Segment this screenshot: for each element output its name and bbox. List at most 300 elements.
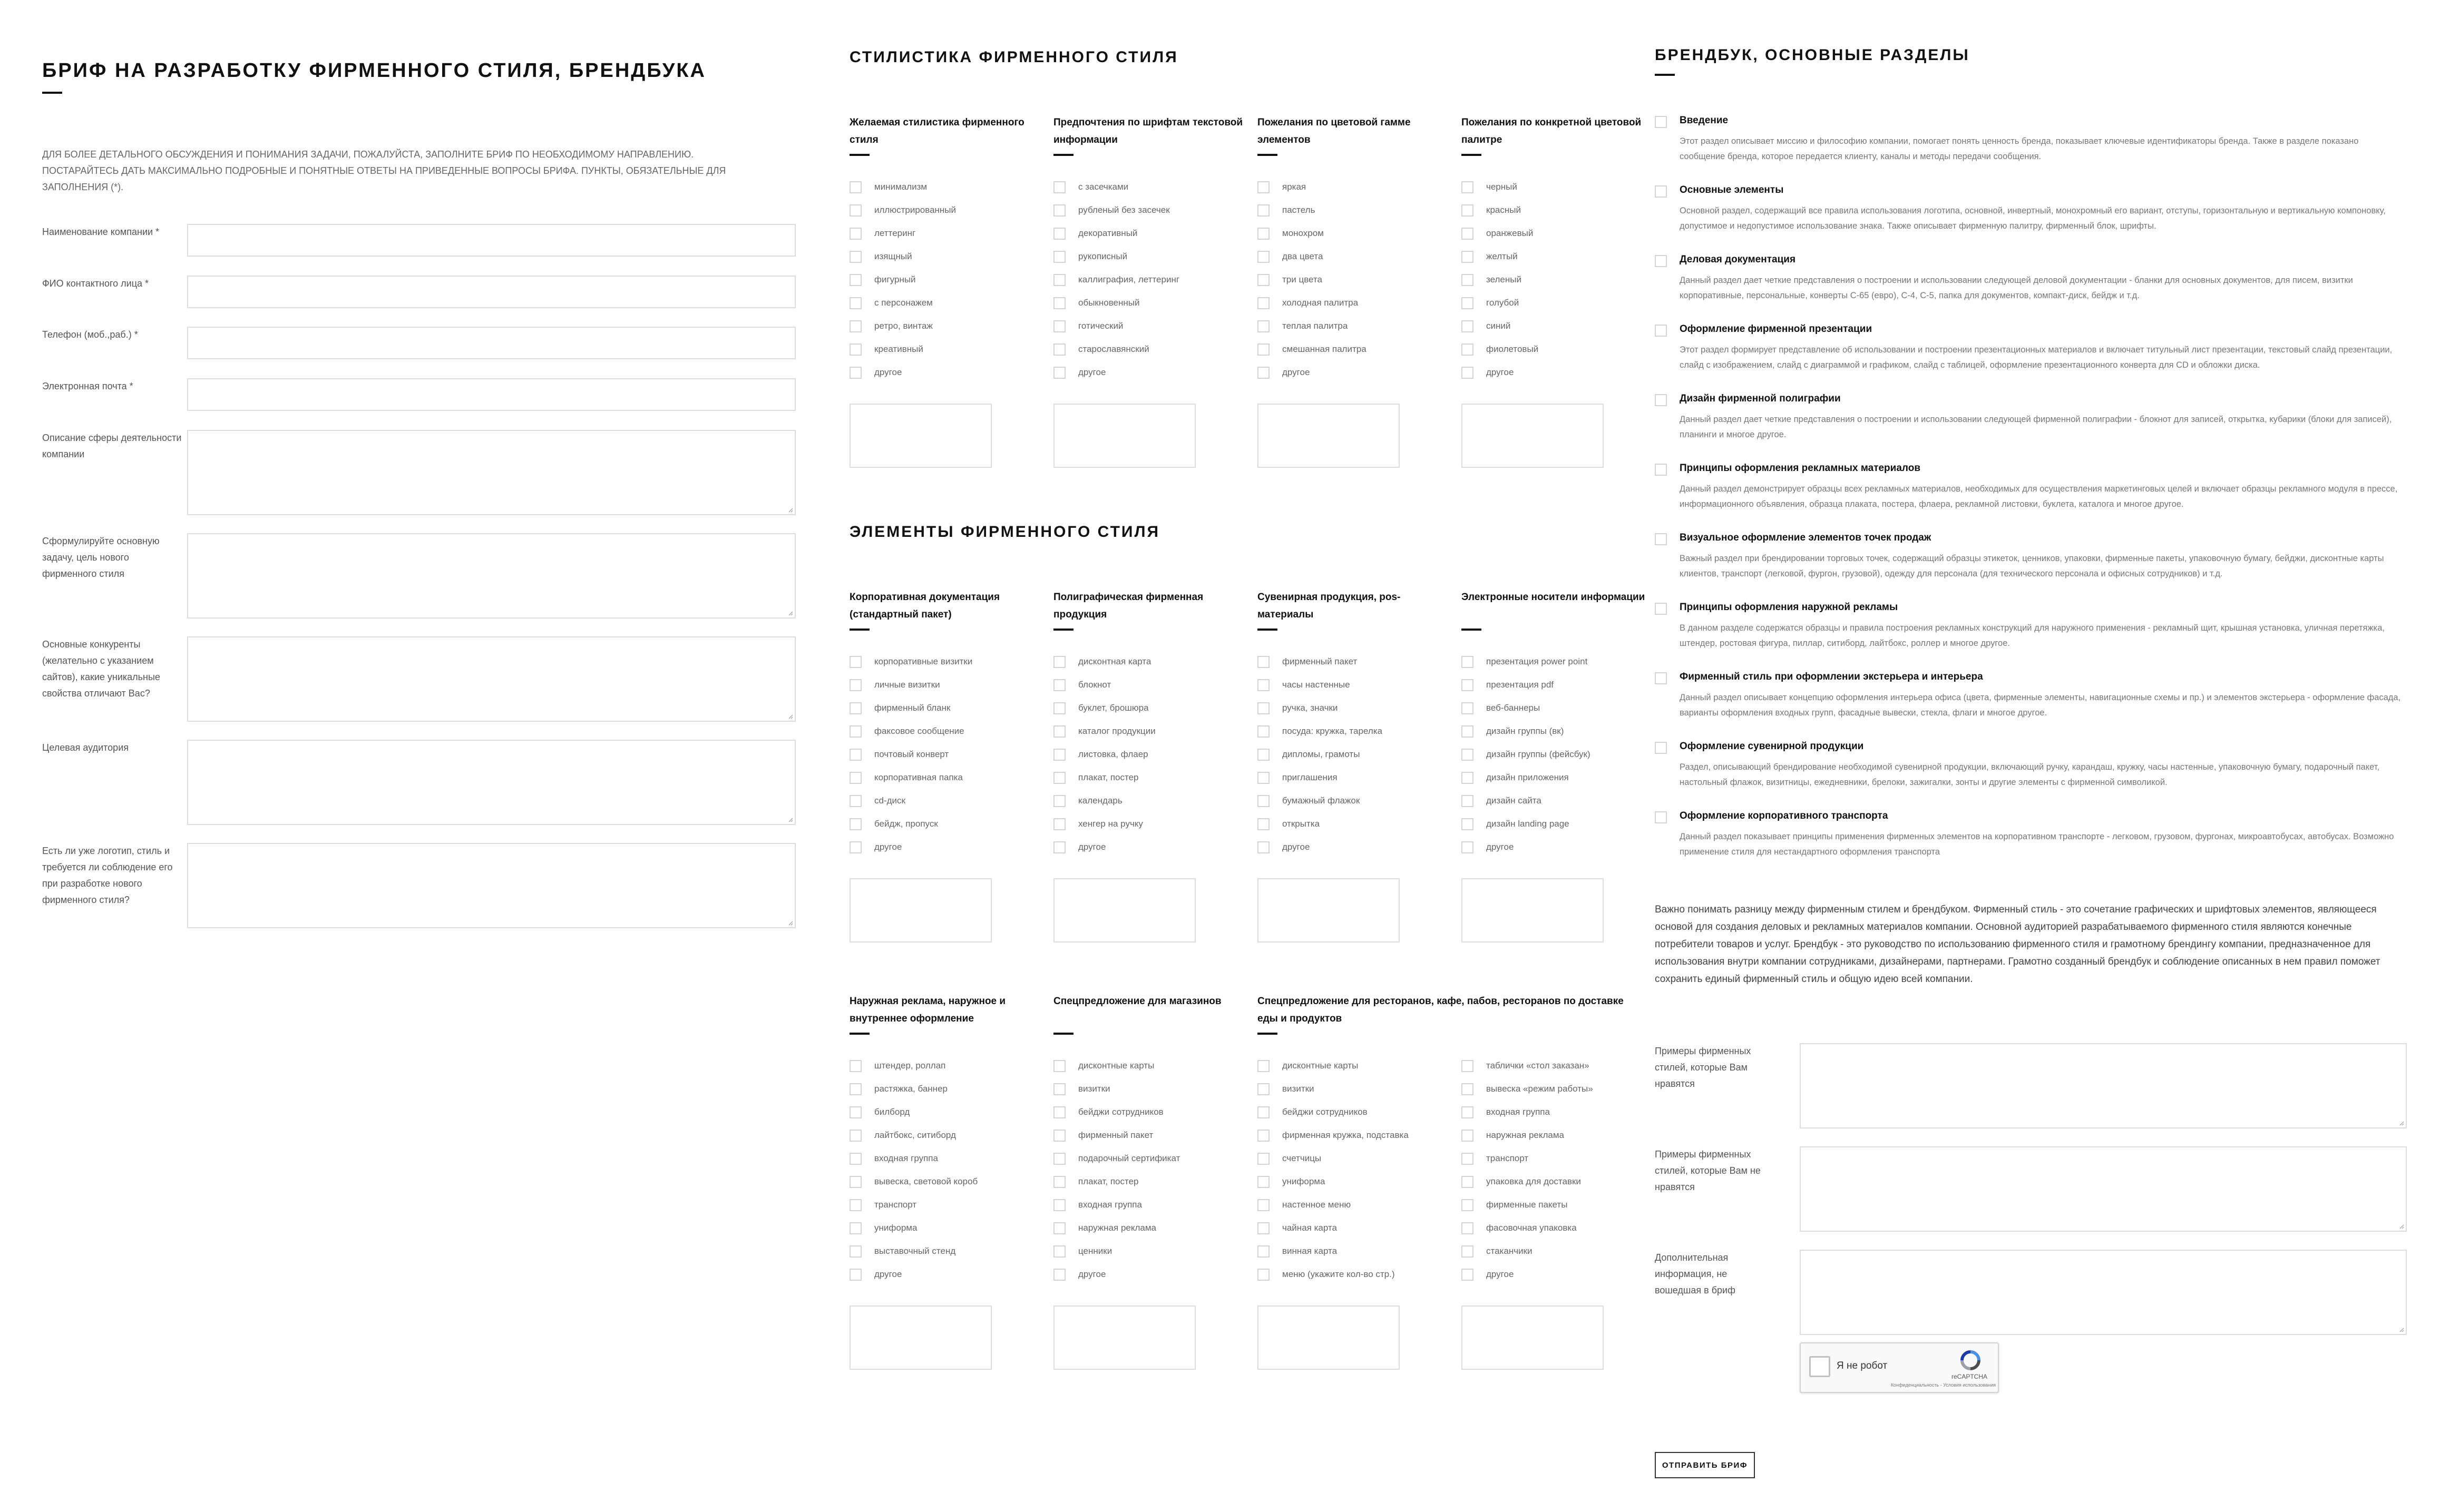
checkbox[interactable] (1053, 181, 1066, 193)
competitors-textarea[interactable] (187, 636, 796, 722)
section-checkbox[interactable] (1655, 185, 1667, 198)
checkbox[interactable] (1053, 1130, 1066, 1142)
resize-handle-icon[interactable] (787, 919, 793, 926)
liked-styles-textarea[interactable] (1800, 1043, 2407, 1128)
checkbox[interactable] (850, 181, 862, 193)
checkbox-option[interactable] (850, 1240, 978, 1263)
activity-textarea[interactable] (187, 430, 796, 515)
checkbox-option[interactable] (1053, 175, 1179, 199)
checkbox[interactable] (1461, 228, 1473, 240)
checkbox-label: два цвета (1282, 251, 1323, 261)
checkbox-label: пастель (1282, 205, 1315, 215)
checkbox-option[interactable] (1053, 766, 1156, 789)
checkbox-option[interactable] (1053, 1077, 1180, 1101)
resize-handle-icon[interactable] (787, 816, 793, 822)
checkbox-option[interactable] (850, 268, 956, 291)
checkbox[interactable] (1053, 656, 1066, 668)
checkbox[interactable] (1053, 679, 1066, 691)
checkbox-label: бейджи сотрудников (1078, 1107, 1164, 1117)
resize-handle-icon[interactable] (787, 506, 793, 513)
checkbox-option[interactable] (1461, 175, 1538, 199)
checkbox[interactable] (1053, 725, 1066, 738)
group-comment-textarea[interactable] (1053, 404, 1196, 468)
section-checkbox[interactable] (1655, 533, 1667, 545)
checkbox-option[interactable] (1461, 720, 1590, 743)
checkbox-option[interactable] (1461, 1077, 1593, 1101)
checkbox[interactable] (1053, 1269, 1066, 1281)
checkbox-option[interactable] (1053, 245, 1179, 268)
checkbox-option[interactable] (1461, 1263, 1593, 1286)
checkbox-option[interactable] (850, 199, 956, 222)
checkbox-option[interactable] (1461, 766, 1590, 789)
checkbox[interactable] (1257, 367, 1270, 379)
checkbox-label: фирменная кружка, подставка (1282, 1130, 1409, 1140)
recaptcha-terms[interactable]: Конфиденциальность - Условия использования (1890, 1382, 1996, 1388)
checkbox-option[interactable] (1257, 199, 1367, 222)
checkbox[interactable] (1461, 274, 1473, 286)
checkbox[interactable] (850, 297, 862, 309)
section-checkbox[interactable] (1655, 464, 1667, 476)
checkbox-option[interactable] (850, 1216, 978, 1240)
checkbox[interactable] (850, 367, 862, 379)
checkbox[interactable] (1257, 204, 1270, 217)
email-input[interactable] (187, 378, 796, 411)
checkbox[interactable] (1461, 1176, 1473, 1188)
checkbox[interactable] (1257, 702, 1270, 714)
checkbox-label: зеленый (1486, 274, 1521, 284)
audience-textarea[interactable] (187, 740, 796, 825)
checkbox-label: фирменный пакет (1282, 656, 1358, 666)
checkbox-option[interactable] (1257, 268, 1367, 291)
checkbox-option[interactable] (1461, 836, 1590, 859)
checkbox[interactable] (850, 679, 862, 691)
checkbox-option[interactable] (1257, 361, 1367, 384)
checkbox-option[interactable] (850, 222, 956, 245)
group-comment-textarea[interactable] (1257, 404, 1400, 468)
checkbox[interactable] (850, 1060, 862, 1072)
checkbox[interactable] (850, 1269, 862, 1281)
checkbox-option[interactable] (850, 361, 956, 384)
checkbox[interactable] (1461, 1130, 1473, 1142)
checkbox-option[interactable] (850, 836, 972, 859)
group-comment-textarea[interactable] (1461, 1305, 1604, 1370)
checkbox-option[interactable] (1053, 836, 1156, 859)
field-label: Дополнительная информация, не вошедшая в бриф (1655, 1252, 1735, 1295)
section-checkbox[interactable] (1655, 603, 1667, 615)
checkbox[interactable] (850, 1106, 862, 1118)
checkbox[interactable] (1053, 702, 1066, 714)
checkbox-option[interactable] (1053, 1147, 1180, 1170)
checkbox[interactable] (1461, 1153, 1473, 1165)
checkbox-option[interactable] (850, 338, 956, 361)
checkbox[interactable] (1053, 320, 1066, 332)
checkbox[interactable] (850, 656, 862, 668)
checkbox-option[interactable] (1257, 743, 1382, 766)
checkbox[interactable] (850, 343, 862, 356)
checkbox[interactable] (1461, 725, 1473, 738)
checkbox[interactable] (1461, 1245, 1473, 1258)
checkbox-label: плакат, постер (1078, 1176, 1139, 1186)
checkbox[interactable] (1461, 1060, 1473, 1072)
group-title: Электронные носители информации (1461, 592, 1645, 603)
section-title: Оформление сувенирной продукции (1680, 741, 1864, 752)
checkbox-option[interactable] (1053, 1193, 1180, 1216)
checkbox-option[interactable] (1461, 291, 1538, 315)
checkbox[interactable] (850, 702, 862, 714)
checkbox-label: приглашения (1282, 772, 1338, 782)
checkbox[interactable] (1257, 795, 1270, 807)
section-checkbox[interactable] (1655, 394, 1667, 406)
checkbox-option[interactable] (850, 175, 956, 199)
additional-info-textarea[interactable] (1800, 1250, 2407, 1335)
checkbox[interactable] (850, 1222, 862, 1234)
checkbox[interactable] (1257, 749, 1270, 761)
checkbox[interactable] (1257, 1269, 1270, 1281)
checkbox-option[interactable] (1257, 673, 1382, 696)
checkbox-option[interactable] (1257, 1101, 1409, 1124)
checkbox-option[interactable] (1461, 199, 1538, 222)
checkbox[interactable] (850, 749, 862, 761)
section-title: Деловая документация (1680, 254, 1796, 265)
checkbox[interactable] (1053, 795, 1066, 807)
checkbox[interactable] (1053, 1060, 1066, 1072)
checkbox[interactable] (1053, 772, 1066, 784)
checkbox-option[interactable] (850, 1263, 978, 1286)
checkbox[interactable] (1461, 367, 1473, 379)
checkbox-option[interactable] (850, 650, 972, 673)
checkbox[interactable] (1257, 1176, 1270, 1188)
section-checkbox[interactable] (1655, 116, 1667, 128)
checkbox[interactable] (1257, 274, 1270, 286)
checkbox-option[interactable] (1053, 338, 1179, 361)
checkbox-option[interactable] (1257, 1054, 1409, 1077)
checkbox-option[interactable] (1461, 789, 1590, 812)
checkbox[interactable] (1461, 795, 1473, 807)
group-underline (850, 154, 870, 156)
checkbox-option[interactable] (1053, 1170, 1180, 1193)
checkbox[interactable] (1053, 1153, 1066, 1165)
group-title: Корпоративная документация (стандартный пакет) (850, 592, 1000, 620)
checkbox-option[interactable] (1257, 1193, 1409, 1216)
checkbox[interactable] (1053, 297, 1066, 309)
checkbox[interactable] (1257, 818, 1270, 830)
checkbox[interactable] (1053, 228, 1066, 240)
checkbox[interactable] (1053, 841, 1066, 853)
section-description: Этот раздел описывает миссию и философию компании, помогает понять ценность бренда, показывает ключевые идентификаторы бренда. Также в разделе показано сообщение бренда, которое передается клиенту, каналы и методы передачи сообщения. (1680, 136, 2359, 161)
checkbox-option[interactable] (1461, 222, 1538, 245)
checkbox[interactable] (1257, 343, 1270, 356)
checkbox-option[interactable] (1257, 766, 1382, 789)
company-name-input[interactable] (187, 224, 796, 257)
checkbox-label: корпоративная папка (874, 772, 963, 782)
checkbox-option[interactable] (1053, 1101, 1180, 1124)
checkbox[interactable] (1257, 320, 1270, 332)
checkbox-option[interactable] (1053, 696, 1156, 720)
checkbox[interactable] (1257, 1222, 1270, 1234)
field-label: Примеры фирменных стилей, которые Вам не нравятся (1655, 1149, 1761, 1192)
checkbox-option[interactable] (1257, 1216, 1409, 1240)
checkbox-option[interactable] (1053, 361, 1179, 384)
checkbox-option[interactable] (850, 1170, 978, 1193)
checkbox[interactable] (850, 204, 862, 217)
checkbox[interactable] (1461, 772, 1473, 784)
checkbox[interactable] (850, 1083, 862, 1095)
checkbox-label: почтовый конверт (874, 749, 949, 759)
checkbox[interactable] (1053, 1083, 1066, 1095)
checkbox-option[interactable] (1461, 338, 1538, 361)
checkbox-option[interactable] (1461, 315, 1538, 338)
checkbox[interactable] (850, 320, 862, 332)
checkbox[interactable] (1257, 656, 1270, 668)
checkbox[interactable] (1053, 1106, 1066, 1118)
submit-brief-button[interactable]: ОТПРАВИТЬ БРИФ (1655, 1452, 1755, 1478)
checkbox[interactable] (1053, 343, 1066, 356)
checkbox[interactable] (850, 1153, 862, 1165)
checkbox-option[interactable] (1461, 812, 1590, 836)
section-checkbox[interactable] (1655, 255, 1667, 267)
phone-input[interactable] (187, 327, 796, 359)
checkbox[interactable] (1053, 274, 1066, 286)
checkbox-option[interactable] (1053, 1263, 1180, 1286)
checkbox[interactable] (1257, 725, 1270, 738)
checkbox[interactable] (1053, 367, 1066, 379)
checkbox-option[interactable] (1461, 1170, 1593, 1193)
section-checkbox[interactable] (1655, 672, 1667, 684)
checkbox[interactable] (1053, 204, 1066, 217)
checkbox-option[interactable] (1257, 1240, 1409, 1263)
checkbox-option[interactable] (1461, 1216, 1593, 1240)
group-comment-textarea[interactable] (1461, 878, 1604, 942)
group-comment-textarea[interactable] (850, 404, 992, 468)
checkbox[interactable] (1257, 841, 1270, 853)
checkbox-option[interactable] (1053, 673, 1156, 696)
checkbox[interactable] (1257, 251, 1270, 263)
checkbox-label: декоративный (1078, 228, 1138, 238)
checkbox-option[interactable] (1257, 720, 1382, 743)
checkbox-option[interactable] (850, 766, 972, 789)
checkbox[interactable] (1257, 772, 1270, 784)
checkbox[interactable] (1461, 1083, 1473, 1095)
checkbox-option[interactable] (850, 1193, 978, 1216)
checkbox-option[interactable] (850, 743, 972, 766)
checkbox-option[interactable] (1053, 222, 1179, 245)
checkbox[interactable] (850, 251, 862, 263)
checkbox-option[interactable] (1053, 291, 1179, 315)
checkbox-label: синий (1486, 321, 1511, 331)
checkbox-option[interactable] (1257, 315, 1367, 338)
checkbox-option[interactable] (850, 812, 972, 836)
checkbox-label: посуда: кружка, тарелка (1282, 726, 1382, 736)
checkbox[interactable] (1461, 1199, 1473, 1211)
checkbox-option[interactable] (850, 245, 956, 268)
checkbox-option[interactable] (1461, 1240, 1593, 1263)
checkbox-option[interactable] (1053, 199, 1179, 222)
checkbox[interactable] (1461, 251, 1473, 263)
checkbox[interactable] (1257, 1106, 1270, 1118)
checkbox-option[interactable] (850, 291, 956, 315)
checkbox-option[interactable] (1461, 650, 1590, 673)
section-title: Оформление фирменной презентации (1680, 323, 1872, 335)
checkbox[interactable] (1257, 1130, 1270, 1142)
checkbox[interactable] (850, 1199, 862, 1211)
checkbox-option[interactable] (1053, 650, 1156, 673)
checkbox-option[interactable] (1257, 1170, 1409, 1193)
group-comment-textarea[interactable] (850, 1305, 992, 1370)
checkbox-option[interactable] (1257, 696, 1382, 720)
checkbox-option[interactable] (1257, 175, 1367, 199)
checkbox-option[interactable] (1461, 268, 1538, 291)
group-comment-textarea[interactable] (1257, 1305, 1400, 1370)
section-title: Принципы оформления наружной рекламы (1680, 602, 1898, 613)
checkbox-option[interactable] (850, 1077, 978, 1101)
checkbox-option[interactable] (1053, 1054, 1180, 1077)
section-checkbox[interactable] (1655, 742, 1667, 754)
checkbox[interactable] (1461, 818, 1473, 830)
resize-handle-icon[interactable] (787, 713, 793, 719)
resize-handle-icon[interactable] (2398, 1326, 2404, 1332)
checkbox-option[interactable] (1257, 812, 1382, 836)
checkbox[interactable] (1257, 1245, 1270, 1258)
group-comment-textarea[interactable] (1461, 404, 1604, 468)
checkbox[interactable] (850, 841, 862, 853)
checkbox-option[interactable] (1053, 1240, 1180, 1263)
checkbox[interactable] (1461, 181, 1473, 193)
checkbox-option[interactable] (1461, 1147, 1593, 1170)
checkbox-option[interactable] (850, 696, 972, 720)
checkbox[interactable] (1461, 320, 1473, 332)
checkbox[interactable] (1461, 1222, 1473, 1234)
checkbox-label: дизайн приложения (1486, 772, 1569, 782)
checkbox-option[interactable] (850, 673, 972, 696)
checkbox-label: дисконтные карты (1078, 1061, 1155, 1071)
checkbox[interactable] (850, 795, 862, 807)
checkbox-option[interactable] (1461, 743, 1590, 766)
checkbox[interactable] (850, 1245, 862, 1258)
checkbox-option[interactable] (1461, 361, 1538, 384)
checkbox-option[interactable] (1257, 245, 1367, 268)
disliked-styles-textarea[interactable] (1800, 1146, 2407, 1232)
checkbox[interactable] (1461, 656, 1473, 668)
checkbox[interactable] (1257, 181, 1270, 193)
checkbox-option[interactable] (1461, 1054, 1593, 1077)
group-title: Наружная реклама, наружное и внутреннее оформление (850, 996, 1006, 1024)
checkbox-option[interactable] (850, 1124, 978, 1147)
checkbox[interactable] (1461, 1106, 1473, 1118)
checkbox[interactable] (1461, 749, 1473, 761)
checkbox-option[interactable] (1053, 720, 1156, 743)
section-checkbox[interactable] (1655, 811, 1667, 823)
main-task-textarea[interactable] (187, 533, 796, 618)
checkbox[interactable] (1053, 818, 1066, 830)
checkbox-option[interactable] (1257, 338, 1367, 361)
checkbox-option[interactable] (1461, 1193, 1593, 1216)
checkbox[interactable] (1461, 841, 1473, 853)
checkbox[interactable] (850, 1130, 862, 1142)
checkbox-option[interactable] (1257, 1263, 1409, 1286)
section-checkbox[interactable] (1655, 325, 1667, 337)
checkbox[interactable] (1257, 1083, 1270, 1095)
checkbox[interactable] (850, 818, 862, 830)
checkbox[interactable] (1461, 204, 1473, 217)
checkbox[interactable] (850, 228, 862, 240)
checkbox[interactable] (1257, 297, 1270, 309)
checkbox[interactable] (1053, 749, 1066, 761)
checkbox[interactable] (1053, 1245, 1066, 1258)
checkbox-option[interactable] (1257, 836, 1382, 859)
checkbox-label: дизайн группы (вк) (1486, 726, 1564, 736)
checkbox[interactable] (1461, 679, 1473, 691)
contact-person-input[interactable] (187, 276, 796, 308)
checkbox-option[interactable] (1461, 1101, 1593, 1124)
checkbox-option[interactable] (1053, 1216, 1180, 1240)
checkbox-option[interactable] (1257, 291, 1367, 315)
checkbox-option[interactable] (1257, 789, 1382, 812)
group-comment-textarea[interactable] (1257, 878, 1400, 942)
page-title: БРИФ НА РАЗРАБОТКУ ФИРМЕННОГО СТИЛЯ, БРЕНДБУКА (42, 60, 706, 82)
checkbox-option[interactable] (850, 1147, 978, 1170)
checkbox[interactable] (1257, 1153, 1270, 1165)
checkbox[interactable] (850, 772, 862, 784)
checkbox-option[interactable] (1461, 696, 1590, 720)
checkbox[interactable] (1053, 1199, 1066, 1211)
existing-logo-textarea[interactable] (187, 843, 796, 928)
checkbox[interactable] (850, 725, 862, 738)
checkbox-option[interactable] (1053, 812, 1156, 836)
group-comment-textarea[interactable] (850, 878, 992, 942)
resize-handle-icon[interactable] (2398, 1223, 2404, 1229)
checkbox[interactable] (1053, 1176, 1066, 1188)
group-underline (1461, 629, 1481, 631)
checkbox[interactable] (1257, 1199, 1270, 1211)
checkbox[interactable] (850, 1176, 862, 1188)
checkbox-option[interactable] (850, 789, 972, 812)
checkbox-option[interactable] (1053, 743, 1156, 766)
checkbox[interactable] (1257, 679, 1270, 691)
checkbox-option[interactable] (1257, 222, 1367, 245)
checkbox[interactable] (1461, 1269, 1473, 1281)
checkbox-option[interactable] (1461, 673, 1590, 696)
checkbox[interactable] (1461, 297, 1473, 309)
checkbox[interactable] (1257, 1060, 1270, 1072)
checkbox-option[interactable] (1257, 1124, 1409, 1147)
checkbox-option[interactable] (1257, 1147, 1409, 1170)
checkbox[interactable] (1461, 343, 1473, 356)
checkbox-option[interactable] (1461, 245, 1538, 268)
checkbox[interactable] (1053, 1222, 1066, 1234)
group-comment-textarea[interactable] (1053, 1305, 1196, 1370)
checkbox[interactable] (1053, 251, 1066, 263)
checkbox[interactable] (1257, 228, 1270, 240)
resize-handle-icon[interactable] (787, 610, 793, 616)
checkbox-option[interactable] (1053, 1124, 1180, 1147)
recaptcha-checkbox[interactable] (1809, 1356, 1830, 1377)
checkbox-option[interactable] (1053, 315, 1179, 338)
checkbox-option[interactable] (1257, 1077, 1409, 1101)
checkbox-option[interactable] (850, 315, 956, 338)
checkbox-option[interactable] (850, 1101, 978, 1124)
checkbox[interactable] (850, 274, 862, 286)
checkbox-option[interactable] (1257, 650, 1382, 673)
checkbox-option[interactable] (850, 720, 972, 743)
checkbox-label: вывеска, световой короб (874, 1176, 978, 1186)
group-comment-textarea[interactable] (1053, 878, 1196, 942)
checkbox-option[interactable] (1461, 1124, 1593, 1147)
checkbox[interactable] (1461, 702, 1473, 714)
checkbox-option[interactable] (850, 1054, 978, 1077)
resize-handle-icon[interactable] (2398, 1120, 2404, 1126)
checkbox-option[interactable] (1053, 268, 1179, 291)
checkbox-option[interactable] (1053, 789, 1156, 812)
